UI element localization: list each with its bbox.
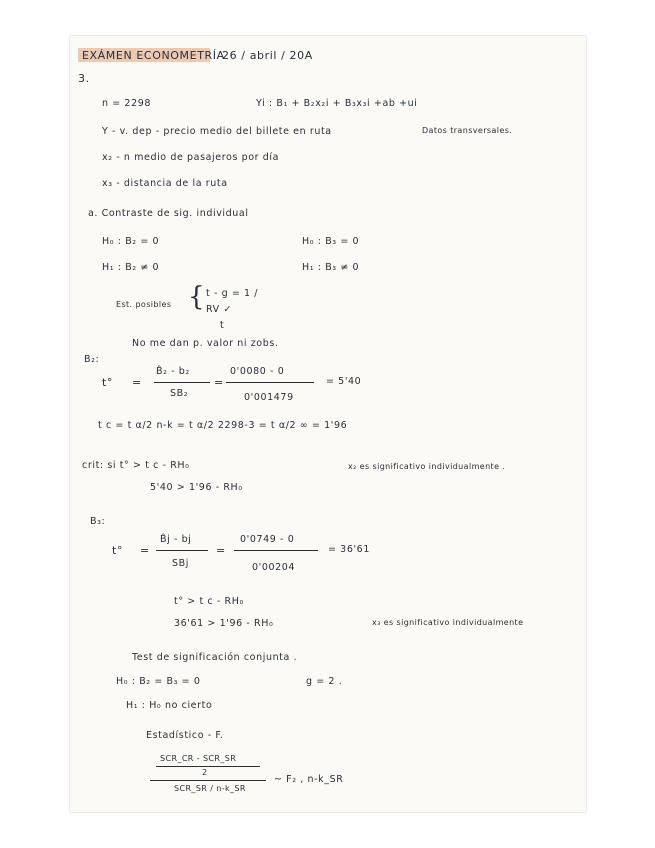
equals-sign: = — [216, 544, 226, 557]
section-a-heading: a. Contraste de sig. individual — [88, 208, 249, 219]
sample-size: n = 2298 — [102, 98, 151, 109]
f-distribution: ~ F₂ , n-k_SR — [274, 774, 344, 785]
b2-t-result: = 5'40 — [326, 376, 362, 387]
null-hypothesis-b2: H₀ : B₂ = 0 — [102, 236, 160, 247]
statistic-label: Estadístico - F. — [146, 730, 224, 741]
b3-value-fraction-line — [234, 550, 318, 551]
f-denominator: SCR_SR / n-k_SR — [174, 784, 246, 793]
data-type-note: Datos transversales. — [422, 126, 513, 135]
b2-label: B₂: — [84, 354, 100, 365]
options-brace: { — [188, 282, 205, 312]
possible-statistics-label: Est. posibles — [116, 300, 172, 309]
question-number: 3. — [78, 72, 90, 85]
no-pvalue-note: No me dan p. valor ni zobs. — [132, 338, 279, 349]
f-main-fraction-line — [150, 780, 266, 781]
option-t2: t — [220, 320, 225, 331]
b3-value-denominator: 0'00204 — [252, 562, 296, 573]
f-restrictions: 2 — [202, 768, 208, 777]
b2-value-denominator: 0'001479 — [244, 392, 294, 403]
x2-conclusion: x₂ es significativo individualmente . — [348, 462, 506, 471]
equals-sign: = — [132, 376, 142, 389]
variable-y: Y - v. dep - precio medio del billete en ruta — [102, 126, 332, 137]
exam-sheet — [70, 36, 586, 812]
null-hypothesis-b3: H₀ : B₃ = 0 — [302, 236, 360, 247]
b2-value-numerator: 0'0080 - 0 — [230, 366, 285, 377]
variable-x3: x₃ - distancia de la ruta — [102, 178, 228, 189]
b2-numerator: B̂₂ - b₂ — [156, 366, 190, 377]
equals-sign: = — [214, 376, 224, 389]
b2-fraction-line — [154, 382, 210, 383]
restrictions-count: g = 2 . — [306, 676, 343, 687]
b3-value-numerator: 0'0749 - 0 — [240, 534, 295, 545]
criterion-line: crit: si t° > t c - RH₀ — [82, 460, 190, 471]
alt-hypothesis-joint: H₁ : H₀ no cierto — [126, 700, 213, 711]
t-stat-symbol: t° — [102, 376, 114, 389]
exam-title: EXÁMEN ECONOMETRÍA — [82, 49, 225, 62]
null-hypothesis-joint: H₀ : B₂ = B₃ = 0 — [116, 676, 201, 687]
joint-test-heading: Test de significación conjunta . — [132, 652, 298, 663]
option-t: t - g = 1 / — [206, 288, 259, 299]
option-rv: RV ✓ — [206, 304, 232, 315]
criterion-values-b2: 5'40 > 1'96 - RH₀ — [150, 482, 243, 493]
b3-numerator: B̂j - bj — [160, 534, 192, 545]
exam-date: 26 / abril / 20A — [222, 49, 313, 62]
regression-model: Yi : B₁ + B₂x₂i + B₃x₃i +ab +ui — [256, 98, 418, 109]
alt-hypothesis-b2: H₁ : B₂ ≠ 0 — [102, 262, 160, 273]
f-inner-fraction-line — [156, 766, 260, 767]
b2-denominator: SB₂ — [170, 388, 189, 399]
criterion-b3: t° > t c - RH₀ — [174, 596, 244, 607]
criterion-values-b3: 36'61 > 1'96 - RH₀ — [174, 618, 274, 629]
variable-x2: x₂ - n medio de pasajeros por día — [102, 152, 280, 163]
critical-t-line: t c = t α/2 n-k = t α/2 2298-3 = t α/2 ∞ = 1'96 — [98, 420, 348, 431]
b3-t-result: = 36'61 — [328, 544, 370, 555]
t-stat-symbol: t° — [112, 544, 124, 557]
equals-sign: = — [140, 544, 150, 557]
b3-label: B₃: — [90, 516, 106, 527]
b3-denominator: SBj — [172, 558, 189, 569]
x3-conclusion: x₃ es significativo individualmente — [372, 618, 524, 627]
b3-fraction-line — [156, 550, 208, 551]
alt-hypothesis-b3: H₁ : B₃ ≠ 0 — [302, 262, 360, 273]
b2-value-fraction-line — [226, 382, 314, 383]
f-numerator: SCR_CR - SCR_SR — [160, 754, 237, 763]
